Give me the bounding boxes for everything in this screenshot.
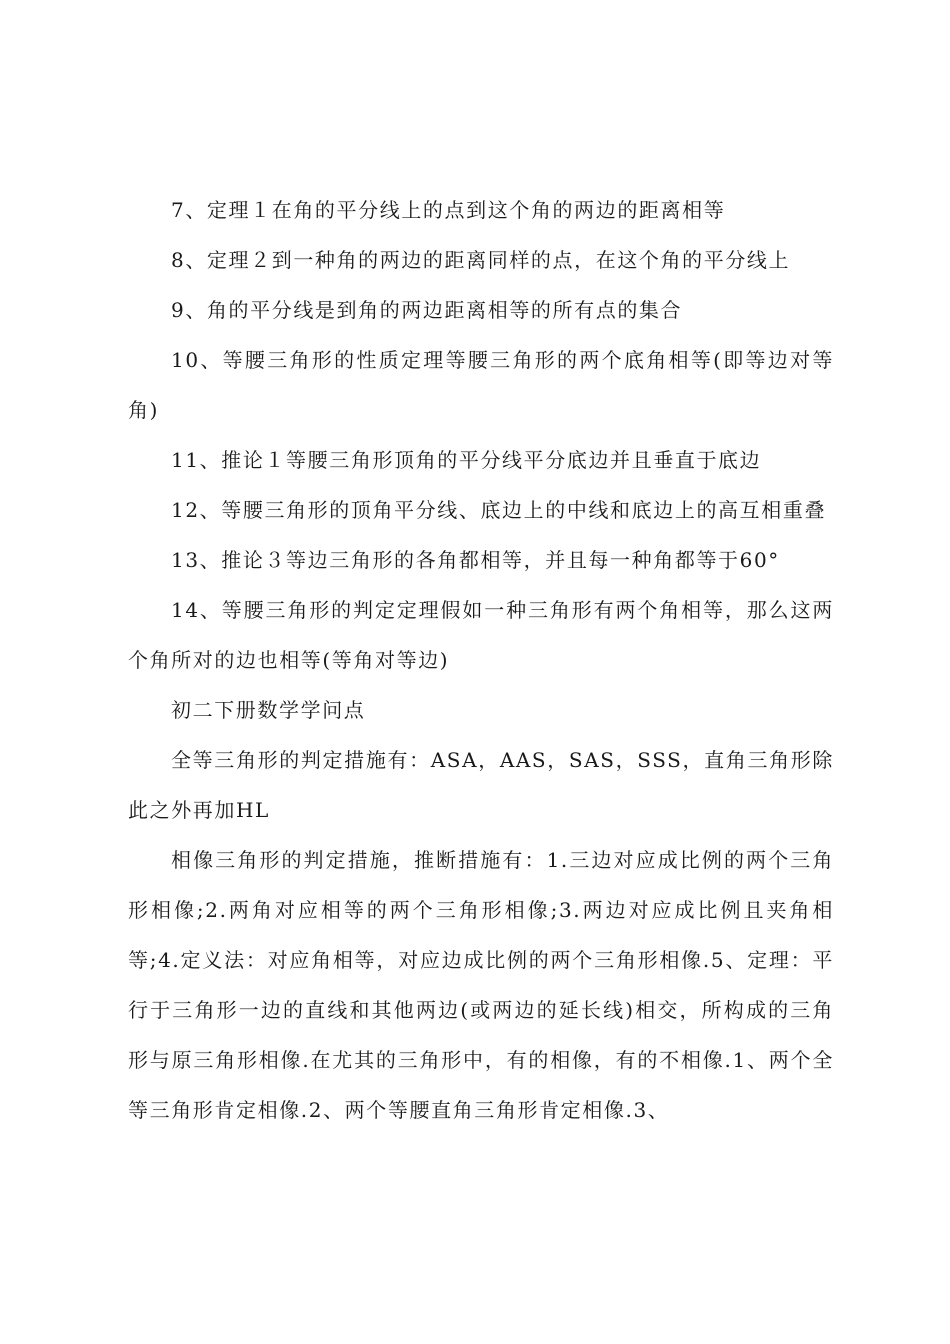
paragraph-theorem-11: 11、推论１等腰三角形顶角的平分线平分底边并且垂直于底边 xyxy=(171,448,762,472)
paragraph-theorem-9: 9、角的平分线是到角的两边距离相等的所有点的集合 xyxy=(171,298,683,322)
paragraph-theorem-8: 8、定理２到一种角的两边的距离同样的点，在这个角的平分线上 xyxy=(171,248,791,272)
paragraph-congruent-triangles: 全等三角形的判定措施有：ASA，AAS，SAS，SSS，直角三角形除此之外再加HL xyxy=(128,748,834,822)
document-body xyxy=(128,185,834,1135)
paragraph-theorem-13: 13、推论３等边三角形的各角都相等，并且每一种角都等于60° xyxy=(171,548,780,572)
paragraph-theorem-10: 10、等腰三角形的性质定理等腰三角形的两个底角相等(即等边对等角) xyxy=(128,348,834,422)
paragraph-theorem-14: 14、等腰三角形的判定定理假如一种三角形有两个角相等，那么这两个角所对的边也相等(等角对等边) xyxy=(128,598,834,672)
paragraph-similar-triangles: 相像三角形的判定措施，推断措施有：1.三边对应成比例的两个三角形相像;2.两角对应相等的两个三角形相像;3.两边对应成比例且夹角相等;4.定义法：对应角相等，对应边成比例的两个三角形相像.5、定理：平行于三角形一边的直线和其他两边(或两边的延长线)相交，所构成的三角形与原三角形相像.在尤其的三角形中，有的相像，有的不相像.1、两个全等三角形肯定相像.2、两个等腰直角三角形肯定相像.3、 xyxy=(128,848,834,1122)
section-heading: 初二下册数学学问点 xyxy=(171,698,366,722)
paragraph-theorem-12: 12、等腰三角形的顶角平分线、底边上的中线和底边上的高互相重叠 xyxy=(171,498,827,522)
paragraph-theorem-7: 7、定理１在角的平分线上的点到这个角的两边的距离相等 xyxy=(171,198,726,222)
